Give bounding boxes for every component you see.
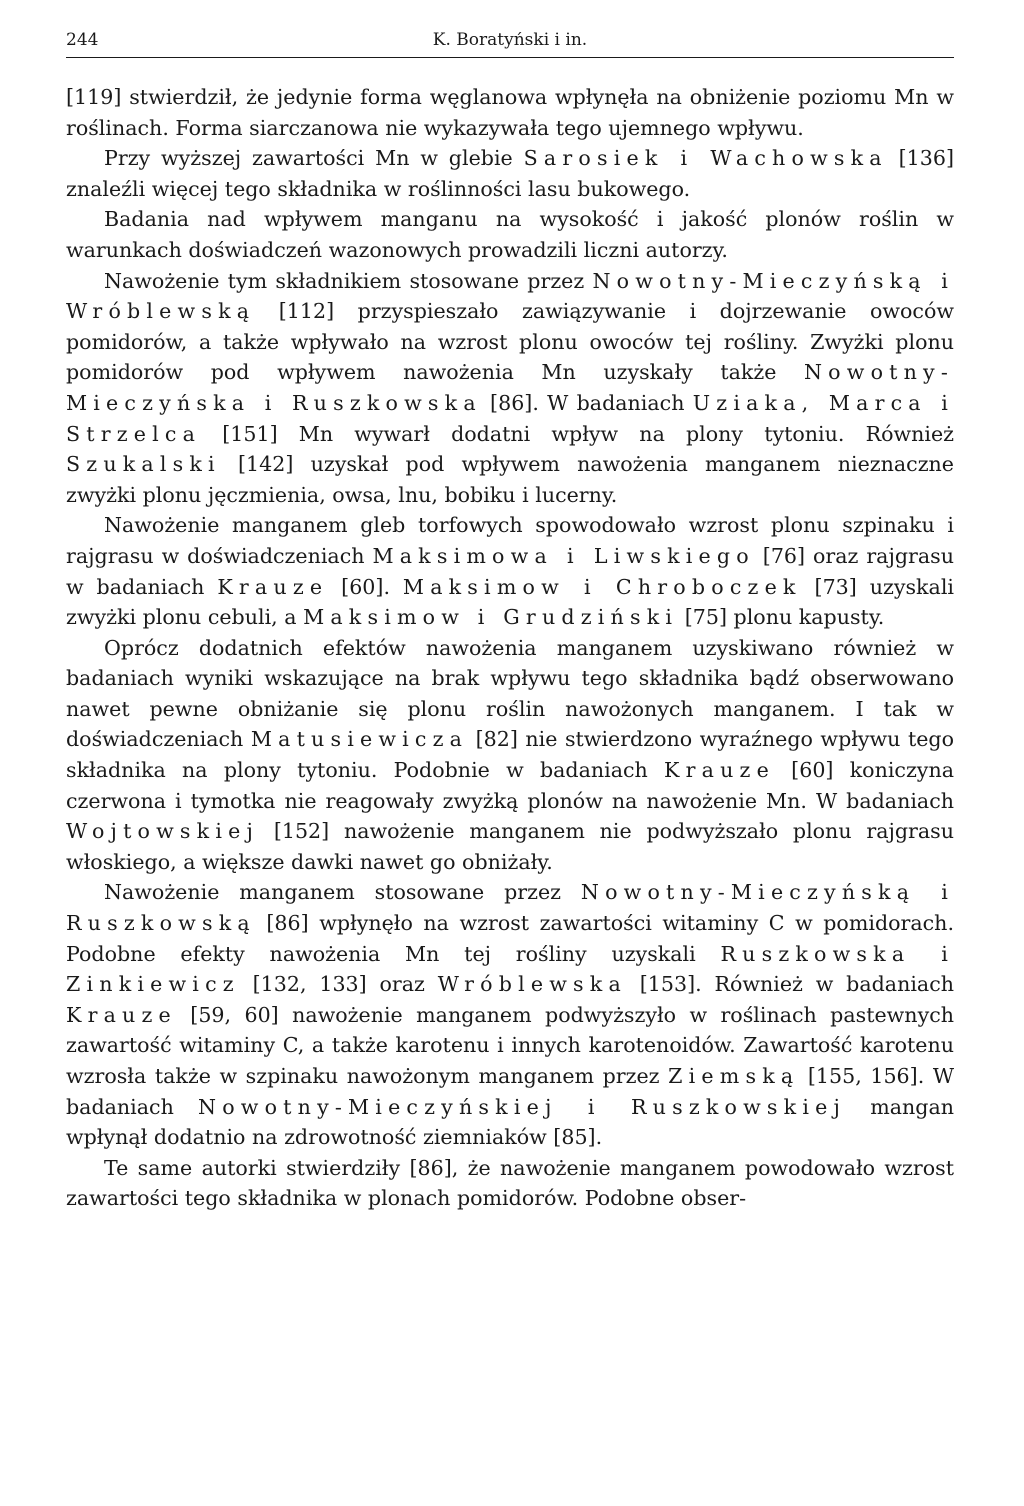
- paragraph: [66, 510, 954, 632]
- text-run: [153]. Również w badaniach: [626, 972, 954, 997]
- text-run: [151] Mn wywarł dodatni wpływ na plony tytoniu. Również: [201, 421, 954, 446]
- text-run: [142] uzyskał pod wpływem nawożenia manganem nieznaczne zwyżki plonu jęczmienia, owsa, lnu, bobiku i lucerny.: [66, 452, 954, 507]
- paragraph: [66, 1153, 954, 1214]
- text-run: [136] znaleźli więcej tego składnika w roślinności lasu bukowego.: [66, 146, 955, 201]
- paragraph: [66, 633, 954, 878]
- text-run: mangan wpłynął dodatnio na zdrowotność ziemniaków [85].: [66, 1094, 954, 1150]
- spaced-author-name: Nowotny-Mieczyńska i Ruszkowska: [66, 360, 954, 415]
- text-run: Nawożenie manganem gleb torfowych spowodowało wzrost plonu szpinaku i rajgrasu w doświadczeniach: [66, 513, 954, 568]
- text-run: [60].: [328, 574, 403, 599]
- paragraph: [66, 266, 954, 511]
- spaced-author-name: Matusiewicza: [250, 727, 469, 752]
- text-run: [152] nawożenie manganem nie podwyższało plonu rajgrasu włoskiego, a większe dawki nawet go obniżały.: [66, 819, 954, 874]
- spaced-author-name: Maksimow i Chroboczek: [402, 574, 802, 599]
- text-run: [155, 156]. W badaniach: [66, 1064, 954, 1119]
- text-run: Te same autorki stwierdziły [86], że nawożenie manganem powodowało wzrost zawartości tego składnika w plonach pomidorów. Podobne obser-: [66, 1155, 954, 1211]
- paragraph: [66, 204, 954, 265]
- spaced-author-name: Nowotny-Mieczyńską i Ruszkowską: [66, 880, 954, 936]
- spaced-author-name: Maksimow i Grudziński: [303, 605, 679, 630]
- paragraph: [66, 877, 954, 1152]
- spaced-author-name: Nowotny-Mieczyńską i Wróblewską: [66, 268, 954, 324]
- text-run: [73] uzyskali zwyżki plonu cebuli, a: [66, 574, 954, 630]
- text-run: [86] wpłynęło na wzrost zawartości witaminy C w pomidorach. Podobne efekty nawożenia Mn tej rośliny uzyskali: [66, 911, 954, 966]
- spaced-author-name: Wróblewska: [437, 972, 627, 997]
- spaced-author-name: Krauze: [66, 1002, 177, 1027]
- spaced-author-name: Ziemską: [668, 1064, 800, 1088]
- text-run: [76] oraz rajgrasu w badaniach: [66, 543, 954, 599]
- text-run: [119] stwierdził, że jedynie forma węglanowa wpłynęła na obniżenie poziomu Mn w roślinach. Forma siarczanowa nie wykazywała tego ujemnego wpływu.: [66, 85, 954, 140]
- text-run: [112] przyspieszało zawiązywanie i dojrzewanie owoców pomidorów, a także wpływało na wzrost plonu owoców tej rośliny. Zwyżki plonu pomidorów pod wpływem nawożenia Mn uzyskały także: [66, 299, 954, 385]
- spaced-author-name: Sarosiek i Wachowska: [523, 146, 888, 171]
- page-number: 244: [66, 30, 99, 50]
- text-run: [60] koniczyna czerwona i tymotka nie reagowały zwyżką plonów na nawożenie Mn. W badaniach: [66, 758, 954, 813]
- text-run: [132, 133] oraz: [239, 972, 438, 997]
- spaced-author-name: Krauze: [217, 574, 329, 599]
- text-run: Nawożenie tym składnikiem stosowane przez: [104, 268, 593, 293]
- text-run: [86]. W badaniach: [481, 390, 693, 415]
- spaced-author-name: Maksimowa i Liwskiego: [372, 543, 755, 568]
- text-run: [75] plonu kapusty.: [678, 605, 885, 630]
- spaced-author-name: Uziaka, Marca i Strzelca: [66, 390, 954, 446]
- spaced-author-name: Wojtowskiej: [66, 819, 260, 844]
- running-title: K. Boratyński i in.: [432, 30, 588, 50]
- spaced-author-name: Krauze: [664, 758, 775, 783]
- paragraph: [66, 143, 954, 204]
- page-header: [66, 30, 954, 58]
- text-run: Nawożenie manganem stosowane przez: [104, 880, 581, 905]
- body-text: [66, 82, 954, 1214]
- text-run: Oprócz dodatnich efektów nawożenia manganem uzyskiwano również w badaniach wyniki wskazujące na brak wpływu tego składnika bądź obserwowano nawet pewne obniżanie się plonu roślin nawożonych manganem. I tak w doświadczeniach: [66, 635, 954, 752]
- paragraph: [66, 82, 954, 143]
- text-run: Przy wyższej zawartości Mn w glebie: [104, 146, 524, 171]
- text-run: [59, 60] nawożenie manganem podwyższyło w roślinach pastewnych zawartość witaminy C, a także karotenu i innych karotenoidów. Zawartość karotenu wzrosła także w szpinaku nawożonym manganem przez: [66, 1002, 954, 1088]
- spaced-author-name: Ruszkowska i Zinkiewicz: [66, 941, 955, 997]
- spaced-author-name: Nowotny-Mieczyńskiej i Ruszkowskiej: [198, 1094, 847, 1119]
- text-run: [82] nie stwierdzono wyraźnego wpływu tego składnika na plony tytoniu. Podobnie w badaniach: [66, 727, 955, 783]
- spaced-author-name: Szukalski: [66, 452, 221, 477]
- text-run: Badania nad wpływem manganu na wysokość i jakość plonów roślin w warunkach doświadczeń wazonowych prowadzili liczni autorzy.: [66, 207, 954, 262]
